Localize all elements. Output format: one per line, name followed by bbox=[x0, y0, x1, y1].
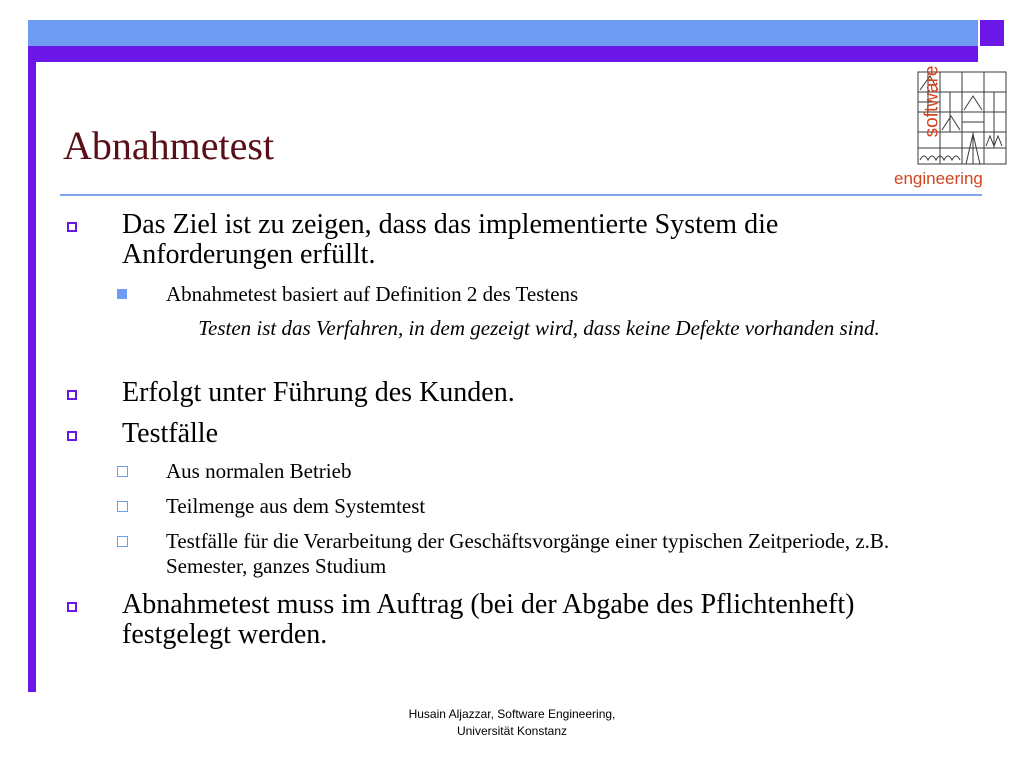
bullet-icon bbox=[67, 390, 77, 400]
bullet-icon bbox=[67, 431, 77, 441]
sub-bullet-item: Abnahmetest basiert auf Definition 2 des Testens bbox=[166, 282, 579, 306]
corner-square bbox=[980, 20, 1004, 46]
bullet-item: Erfolgt unter Führung des Kunden. bbox=[122, 377, 515, 408]
sub-bullet-hollow-icon bbox=[117, 536, 128, 547]
definition-quote: Testen ist das Verfahren, in dem gezeigt wird, dass keine Defekte vorhanden sind. bbox=[198, 316, 880, 340]
footer-line-1: Husain Aljazzar, Software Engineering, bbox=[408, 707, 616, 721]
footer bbox=[352, 706, 672, 740]
sub-bullet-square-icon bbox=[117, 289, 127, 299]
title-divider bbox=[60, 194, 982, 196]
slide-title: Abnahmetest bbox=[63, 123, 275, 168]
sub-bullet-item: Teilmenge aus dem Systemtest bbox=[166, 494, 426, 518]
footer-line-2: Universität Konstanz bbox=[456, 724, 568, 738]
sub-bullet-hollow-icon bbox=[117, 501, 128, 512]
logo-text-software: software bbox=[921, 65, 943, 138]
header-bar-dark bbox=[28, 46, 978, 62]
bullet-item: Testfälle bbox=[122, 418, 218, 449]
logo-text-engineering: engineering bbox=[894, 169, 983, 188]
bullet-icon bbox=[67, 222, 77, 232]
bullet-icon bbox=[67, 602, 77, 612]
sub-bullet-item: Aus normalen Betrieb bbox=[166, 459, 352, 483]
header-bar-light bbox=[28, 20, 978, 46]
bullet-item: Das Ziel ist zu zeigen, dass das implementierte System die Anforderungen erfüllt. bbox=[122, 209, 779, 270]
sub-bullet-hollow-icon bbox=[117, 466, 128, 477]
bullet-item: Abnahmetest muss im Auftrag (bei der Abgabe des Pflichtenheft) festgelegt werden. bbox=[122, 589, 855, 650]
left-accent-bar bbox=[28, 62, 36, 692]
sub-bullet-item: Testfälle für die Verarbeitung der Geschäftsvorgänge einer typischen Zeitperiode, z.B. Semester, ganzes Studium bbox=[166, 529, 890, 578]
